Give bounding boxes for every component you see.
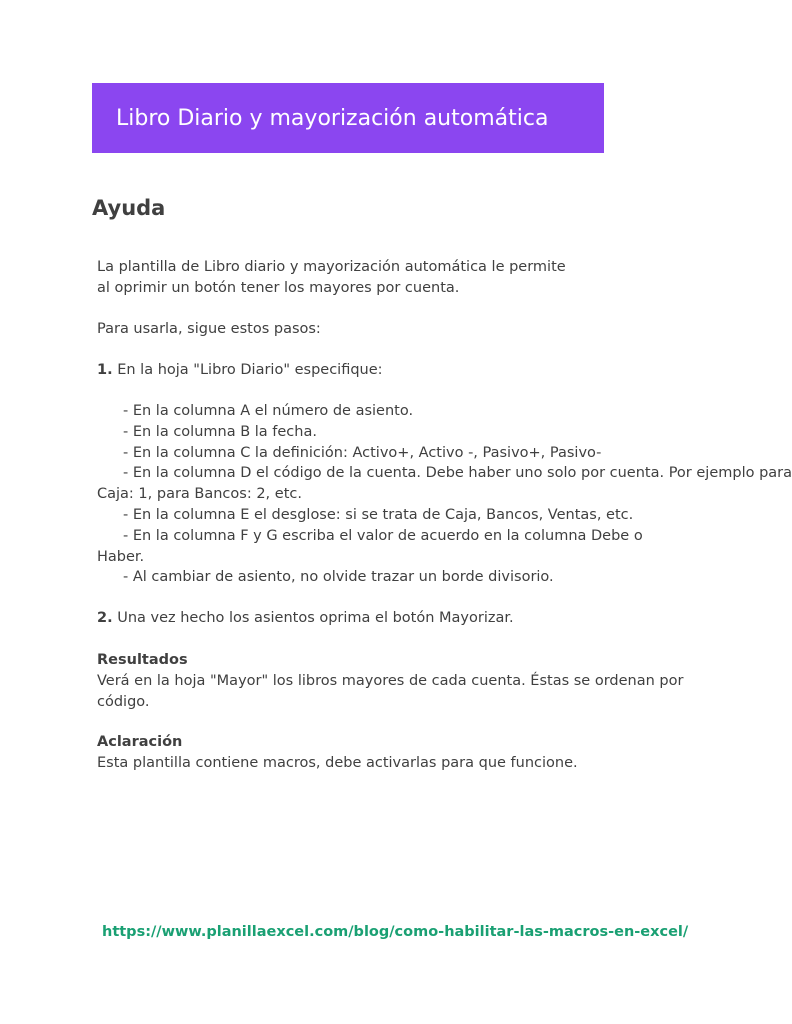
results-section <box>97 650 697 712</box>
bullet-item: - En la columna D el código de la cuenta. Debe haber uno solo por cuenta. Por ejemplo para <box>123 465 792 482</box>
results-line-1: Verá en la hoja "Mayor" los libros mayores de cada cuenta. Éstas se ordenan por <box>97 672 684 689</box>
bullet-item: - En la columna C la definición: Activo+, Activo -, Pasivo+, Pasivo- <box>123 444 602 461</box>
macros-help-link[interactable]: https://www.planillaexcel.com/blog/como-habilitar-las-macros-en-excel/ <box>102 924 689 940</box>
intro-line-2: al oprimir un botón tener los mayores por cuenta. <box>97 279 460 296</box>
clarification-line-1: Esta plantilla contiene macros, debe activarlas para que funcione. <box>97 754 578 771</box>
title-banner <box>92 83 604 153</box>
section-heading: Ayuda <box>92 196 166 220</box>
bullet-item: - En la columna A el número de asiento. <box>123 403 414 419</box>
intro-paragraph <box>97 257 697 299</box>
help-sheet <box>92 0 792 1024</box>
step-1-number: 1. <box>97 362 113 378</box>
step-1 <box>97 360 697 381</box>
results-title: Resultados <box>97 652 188 668</box>
step-1-line <box>97 360 697 381</box>
steps-intro-text: Para usarla, sigue estos pasos: <box>97 321 321 337</box>
bullet-item: - En la columna E el desglose: si se trata de Caja, Bancos, Ventas, etc. <box>123 506 634 523</box>
bullet-item: - En la columna B la fecha. <box>123 423 317 440</box>
clarification-title: Aclaración <box>97 734 183 750</box>
step-1-text: En la hoja "Libro Diario" especifique: <box>112 362 383 378</box>
bullet-item: - En la columna F y G escriba el valor de acuerdo en la columna Debe o <box>123 527 643 544</box>
banner-title: Libro Diario y mayorización automática <box>116 105 549 131</box>
step-2-number: 2. <box>97 610 113 626</box>
bullet-item: - Al cambiar de asiento, no olvide trazar un borde divisorio. <box>123 569 554 586</box>
step-2-line <box>97 608 697 629</box>
results-line-2: código. <box>97 693 150 710</box>
step-2 <box>97 608 697 629</box>
clarification-section <box>97 732 697 774</box>
step-1-bullets <box>97 401 792 588</box>
intro-line-1: La plantilla de Libro diario y mayorización automática le permite <box>97 259 566 275</box>
bullet-item-continuation: Caja: 1, para Bancos: 2, etc. <box>97 486 302 503</box>
bullet-item-continuation: Haber. <box>97 548 145 565</box>
steps-intro <box>97 319 697 340</box>
step-2-text: Una vez hecho los asientos oprima el botón Mayorizar. <box>112 610 514 626</box>
